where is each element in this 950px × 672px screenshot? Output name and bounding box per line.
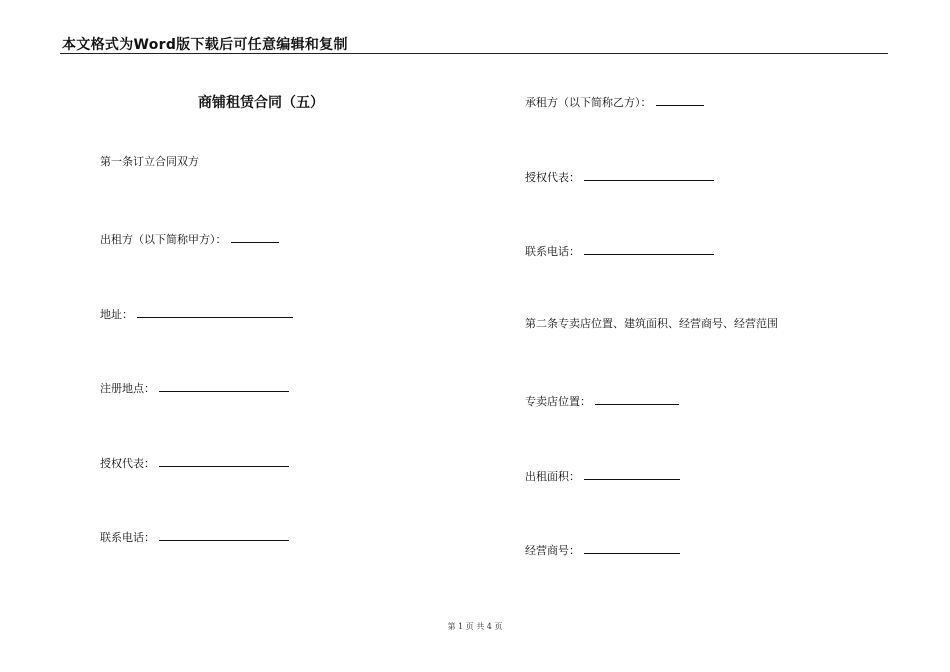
right-auth-rep-blank[interactable]: [584, 168, 714, 181]
left-auth-rep-label: 授权代表：: [100, 457, 155, 470]
right-phone-blank[interactable]: [584, 242, 714, 255]
right-phone-field: [525, 242, 714, 259]
page-footer: 第 1 页 共 4 页: [447, 622, 503, 631]
address-label: 地址：: [100, 308, 133, 321]
left-phone-label: 联系电话：: [100, 531, 155, 544]
section-2-text: 第二条专卖店位置、建筑面积、经营商号、经营范围: [525, 317, 778, 330]
store-location-blank[interactable]: [595, 392, 679, 405]
section-1-text: 第一条订立合同双方: [100, 155, 199, 168]
right-auth-rep-label: 授权代表：: [525, 171, 580, 184]
section-1-heading: [100, 155, 199, 169]
reg-place-label: 注册地点：: [100, 382, 155, 395]
lessor-blank[interactable]: [231, 230, 279, 243]
left-auth-rep-blank[interactable]: [159, 454, 289, 467]
store-location-field: [525, 392, 679, 409]
section-2-heading: [525, 317, 778, 331]
trade-name-blank[interactable]: [584, 541, 680, 554]
rent-area-field: [525, 467, 680, 484]
rent-area-blank[interactable]: [584, 467, 680, 480]
lessee-blank[interactable]: [656, 93, 704, 106]
trade-name-field: [525, 541, 680, 558]
address-blank[interactable]: [137, 305, 293, 318]
right-phone-label: 联系电话：: [525, 245, 580, 258]
trade-name-label: 经营商号：: [525, 544, 580, 557]
lessor-label: 出租方（以下简称甲方）：: [100, 233, 227, 246]
left-auth-rep-field: [100, 454, 289, 471]
reg-place-field: [100, 379, 289, 396]
address-field: [100, 305, 293, 322]
header-title: 本文格式为Word版下载后可任意编辑和复制: [62, 37, 348, 53]
left-phone-field: [100, 528, 289, 545]
rent-area-label: 出租面积：: [525, 470, 580, 483]
lessee-label: 承租方（以下简称乙方）：: [525, 96, 652, 109]
reg-place-blank[interactable]: [159, 379, 289, 392]
lessor-field: [100, 230, 279, 247]
store-location-label: 专卖店位置：: [525, 395, 591, 408]
document-title: 商铺租赁合同（五）: [198, 95, 324, 111]
right-auth-rep-field: [525, 168, 714, 185]
left-phone-blank[interactable]: [159, 528, 289, 541]
header-divider: [60, 53, 888, 54]
lessee-field: [525, 93, 704, 110]
